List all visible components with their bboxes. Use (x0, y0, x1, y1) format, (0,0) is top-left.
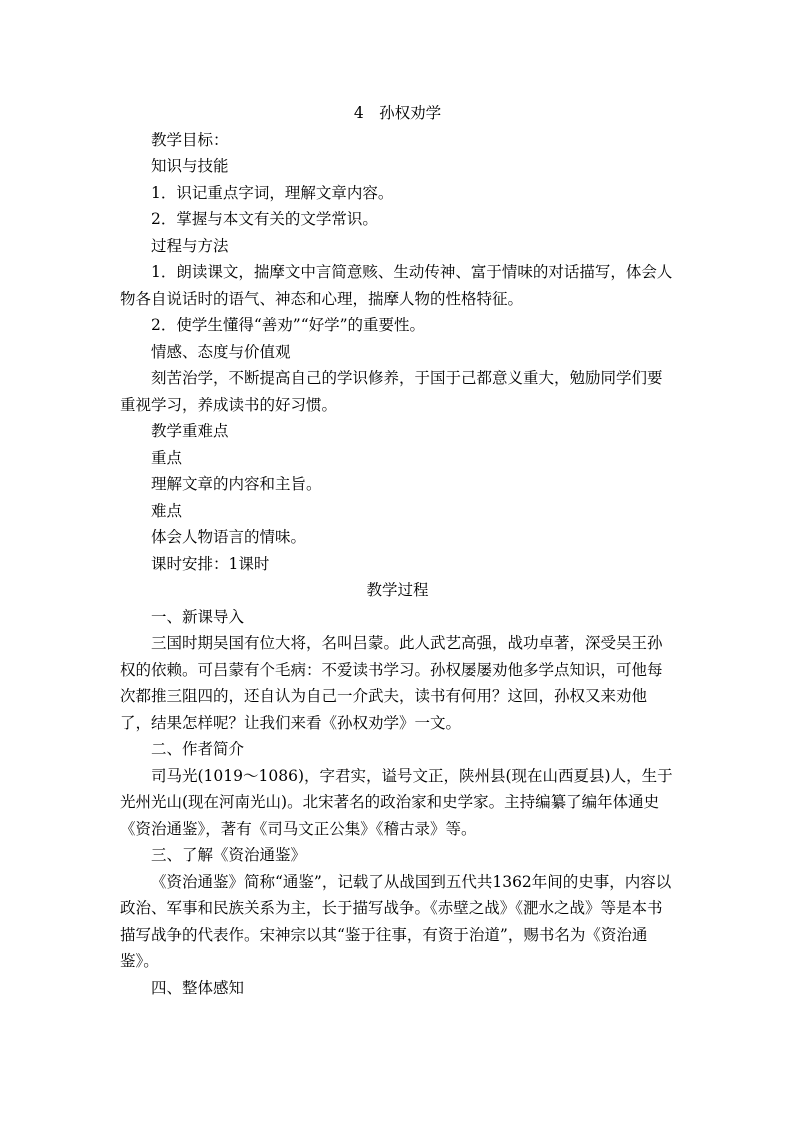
paragraph: 一、新课导入 (151, 607, 245, 626)
paragraph: 过程与方法 (151, 236, 229, 255)
paragraph: 三、了解《资治通鉴》 (151, 846, 307, 864)
paragraph: 课时安排：1课时 (151, 554, 270, 573)
paragraph: 教学重难点 (151, 422, 229, 440)
paragraph: 2．使学生懂得“善劝”“好学”的重要性。 (151, 316, 426, 334)
paragraph: 刻苦治学，不断提高自己的学识修养，于国于己都意义重大，勉励同学们要重视学习，养成读书的好习惯。 (120, 369, 663, 414)
paragraph: 二、作者简介 (151, 740, 245, 758)
document-title: 4 孙权劝学 (353, 104, 442, 122)
paragraph: 教学目标： (151, 130, 229, 149)
paragraph: 司马光(1019～1086)，字君实，谥号文正，陕州县(现在山西夏县)人，生于光州光山(现在河南光山)。北宋著名的政治家和史学家。主持编纂了编年体通史《资治通鉴》，著有《司马文正公集》《稽古录》等。 (120, 766, 673, 838)
paragraph: 重点 (151, 448, 183, 467)
paragraph: 四、整体感知 (151, 978, 245, 997)
paragraph: 体会人物语言的情味。 (151, 528, 307, 546)
paragraph: 知识与技能 (151, 157, 229, 175)
paragraph: 理解文章的内容和主旨。 (151, 475, 322, 493)
section-heading: 教学过程 (366, 581, 429, 599)
paragraph: 情感、态度与价值观 (151, 342, 291, 361)
document-body (120, 100, 675, 1001)
paragraph-list (120, 127, 675, 1002)
paragraph: 《资治通鉴》简称“通鉴”，记载了从战国到五代共1362年间的史事，内容以政治、军事和民族关系为主，长于描写战争。《赤壁之战》《淝水之战》等是本书描写战争的代表作。宋神宗以其“鉴于往事，有资于治道”，赐书名为《资治通鉴》。 (120, 872, 672, 970)
paragraph: 三国时期吴国有位大将，名叫吕蒙。此人武艺高强，战功卓著，深受吴王孙权的依赖。可吕蒙有个毛病：不爱读书学习。孙权屡屡劝他多学点知识，可他每次都推三阻四的，还自认为自己一介武夫，读书有何用？这回，孙权又来劝他了，结果怎样呢？让我们来看《孙权劝学》一文。 (120, 634, 663, 732)
paragraph: 1．朗读课文，揣摩文中言简意赅、生动传神、富于情味的对话描写，体会人物各自说话时的语气、神态和心理，揣摩人物的性格特征。 (120, 263, 673, 308)
paragraph: 1．识记重点字词，理解文章内容。 (151, 183, 394, 202)
paragraph: 难点 (151, 501, 183, 520)
paragraph: 2．掌握与本文有关的文学常识。 (151, 210, 378, 228)
